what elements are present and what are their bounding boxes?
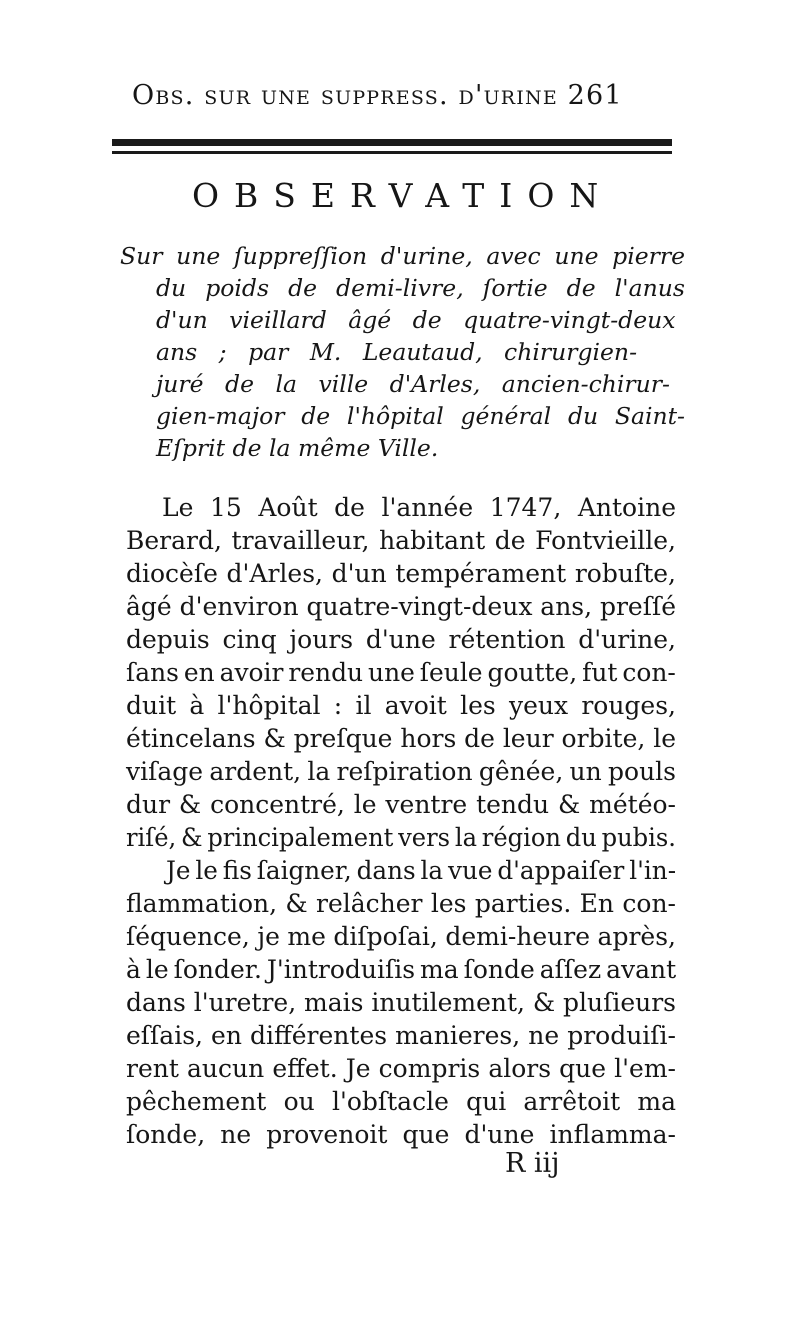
body-line: étincelans & preſque hors de leur orbite, le bbox=[126, 724, 676, 753]
subtitle-line: d'un vieillard âgé de quatre-vingt-deux bbox=[156, 306, 676, 334]
subtitle-line: juré de la ville d'Arles, ancien-chirur- bbox=[156, 370, 670, 398]
body-line: Je le fis ſaigner, dans la vue d'appaiſer l'in- bbox=[166, 856, 677, 885]
body-line: Le 15 Août de l'année 1747, Antoine bbox=[162, 493, 676, 522]
body-line: riſé, & principalement vers la région du pubis. bbox=[126, 823, 676, 852]
signature-mark: R iij bbox=[505, 1148, 560, 1179]
body-line: pêchement ou l'obſtacle qui arrêtoit ma bbox=[126, 1087, 676, 1116]
body-line: âgé d'environ quatre-vingt-deux ans, preſſé bbox=[126, 592, 676, 621]
body-line: Berard, travailleur, habitant de Fontvieille, bbox=[126, 526, 676, 555]
header-rule-thin bbox=[112, 151, 672, 154]
body-line: diocèſe d'Arles, d'un tempérament robuſte, bbox=[126, 559, 676, 588]
running-head: Obs. sur une suppress. d'urine 261 bbox=[132, 80, 623, 111]
body-line: depuis cinq jours d'une rétention d'urine, bbox=[126, 625, 676, 654]
body-line: dur & concentré, le ventre tendu & météo- bbox=[126, 790, 676, 819]
subtitle-line: gien-major de l'hôpital général du Saint- bbox=[156, 402, 685, 430]
body-line: viſage ardent, la reſpiration gênée, un pouls bbox=[126, 757, 676, 786]
body-line: flammation, & relâcher les parties. En con- bbox=[126, 889, 676, 918]
body-line: à le ſonder. J'introduiſis ma ſonde aſſez avant bbox=[126, 955, 677, 984]
subtitle-line: Sur une ſuppreſſion d'urine, avec une pierre bbox=[120, 242, 685, 270]
body-line: eſſais, en différentes manieres, ne produiſi- bbox=[126, 1021, 676, 1050]
header-rule-thick bbox=[112, 139, 672, 146]
body-line: ſans en avoir rendu une ſeule goutte, fut con- bbox=[126, 658, 676, 687]
subtitle-line: Eſprit de la même Ville. bbox=[156, 434, 439, 462]
body-line: ſéquence, je me diſpoſai, demi-heure après, bbox=[126, 922, 676, 951]
body-line: dans l'uretre, mais inutilement, & pluſieurs bbox=[126, 988, 676, 1017]
subtitle-line: ans ; par M. Leautaud, chirurgien- bbox=[156, 338, 638, 366]
body-line: duit à l'hôpital : il avoit les yeux rouges, bbox=[126, 691, 676, 720]
section-title: OBSERVATION bbox=[192, 176, 614, 215]
subtitle-line: du poids de demi-livre, ſortie de l'anus bbox=[156, 274, 685, 302]
body-line: ſonde, ne provenoit que d'une inflamma- bbox=[126, 1120, 676, 1149]
body-line: rent aucun effet. Je compris alors que l'em- bbox=[126, 1054, 676, 1083]
